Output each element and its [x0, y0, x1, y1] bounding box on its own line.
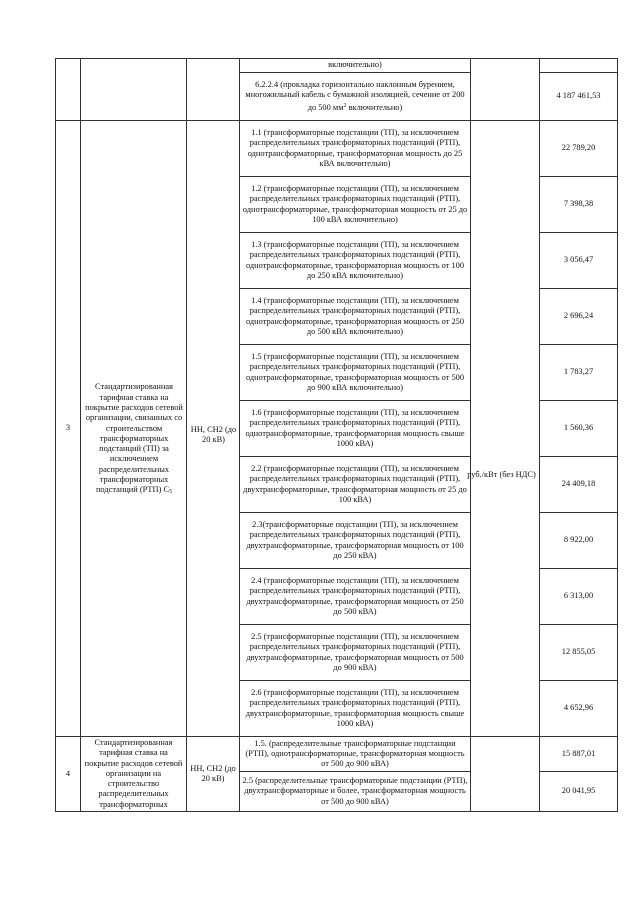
- rate-value: 4 652,96: [540, 681, 618, 737]
- row-number-cell: 4: [56, 737, 81, 812]
- unit-cell: [471, 737, 540, 812]
- rate-name-cell: [81, 59, 187, 121]
- rate-name-cell: Стандартизированная тарифная ставка на покрытие расходов сетевой организации на строительство распределительных трансформаторных: [81, 737, 187, 812]
- item-description: 1.3 (трансформаторные подстанции (ТП), за исключением распределительных трансформаторных подстанций (РТП), однотрансформаторные, трансформаторная мощность от 100 до 250 кВА включительно): [240, 233, 471, 289]
- item-description: 1.6 (трансформаторные подстанции (ТП), за исключением распределительных трансформаторных подстанций (РТП), однотрансформаторные, трансформаторная мощность свыше 1000 кВА): [240, 401, 471, 457]
- item-description: 2.6 (трансформаторные подстанции (ТП), за исключением распределительных трансформаторных подстанций (РТП), двухтрансформаторные, трансформаторная мощность свыше 1000 кВА): [240, 681, 471, 737]
- rate-value: 12 855,05: [540, 625, 618, 681]
- item-description: 2.5 (трансформаторные подстанции (ТП), за исключением распределительных трансформаторных подстанций (РТП), двухтрансформаторные, трансформаторная мощность от 500 до 900 кВА): [240, 625, 471, 681]
- item-description: 6.2.2.4 (прокладка горизонтально наклонным бурением, многожильный кабель с бумажной изоляцией, сечение от 200 до 500 $мм^2$ включительно): [240, 73, 471, 121]
- item-description: 1.5. (распределительные трансформаторные подстанции (РТП), однотрансформаторные, трансформаторная мощность от 500 до 900 кВА): [240, 737, 471, 772]
- rate-name-text: Стандартизированная тарифная ставка на покрытие расходов сетевой организации, связанных со строительством трансформаторных подстанций (ТП) за исключением распределительных трансформаторных подстанций (РТП) С5: [85, 382, 183, 496]
- rate-value: 6 313,00: [540, 569, 618, 625]
- item-description: 2.4 (трансформаторные подстанции (ТП), за исключением распределительных трансформаторных подстанций (РТП), двухтрансформаторные, трансформаторная мощность от 250 до 500 кВА): [240, 569, 471, 625]
- item-description: 1.5 (трансформаторные подстанции (ТП), за исключением распределительных трансформаторных подстанций (РТП), однотрансформаторные, трансформаторная мощность от 500 до 900 кВА включительно): [240, 345, 471, 401]
- voltage-cell: [187, 121, 240, 457]
- unit-text: руб./кВт (без НДС): [467, 469, 536, 479]
- voltage-cell: [187, 59, 240, 121]
- item-description: 1.2 (трансформаторные подстанции (ТП), за исключением распределительных трансформаторных подстанций (РТП), однотрансформаторные, трансформаторная мощность от 25 до 100 кВА включительно): [240, 177, 471, 233]
- rate-value: 1 783,27: [540, 345, 618, 401]
- item-description: 1.4 (трансформаторные подстанции (ТП), за исключением распределительных трансформаторных подстанций (РТП), однотрансформаторные, трансформаторная мощность от 250 до 500 кВА включительно): [240, 289, 471, 345]
- voltage-cell: НН, СН2 (до 20 кВ): [187, 737, 240, 812]
- row-number-cell: 3: [56, 121, 81, 737]
- unit-cell: [471, 59, 540, 121]
- rate-value: 2 696,24: [540, 289, 618, 345]
- rate-value: [540, 59, 618, 73]
- voltage-text: НН, СН2 (до 20 кВ): [190, 424, 237, 444]
- rate-value: 4 187 461,53: [540, 73, 618, 121]
- rate-value: 1 560,36: [540, 401, 618, 457]
- table-row: [56, 59, 618, 73]
- rate-value: 3 056,47: [540, 233, 618, 289]
- row-number-cell: [56, 59, 81, 121]
- item-description: 2.2 (трансформаторные подстанции (ТП), за исключением распределительных трансформаторных подстанций (РТП), двухтрансформаторные, трансформаторная мощность от 25 до 100 кВА): [240, 457, 471, 513]
- unit-cell: [471, 457, 540, 737]
- rate-value: 22 789,20: [540, 121, 618, 177]
- rate-value: 24 409,18: [540, 457, 618, 513]
- rate-value: 15 887,01: [540, 737, 618, 772]
- item-description: 1.1 (трансформаторные подстанции (ТП), за исключением распределительных трансформаторных подстанций (РТП), однотрансформаторные, трансформаторная мощность до 25 кВА включительно): [240, 121, 471, 177]
- item-description: включительно): [240, 59, 471, 73]
- unit-cell: [471, 121, 540, 457]
- voltage-cell: [187, 457, 240, 737]
- rate-value: 8 922,00: [540, 513, 618, 569]
- rate-value: 20 041,95: [540, 772, 618, 812]
- item-description: 2.3(трансформаторные подстанции (ТП), за исключением распределительных трансформаторных подстанций (РТП), двухтрансформаторные, трансформаторная мощность от 100 до 250 кВА): [240, 513, 471, 569]
- item-description: 2.5 (распределительные трансформаторные подстанции (РТП), двухтрансформаторные и более, трансформаторная мощность от 500 до 900 кВА): [240, 772, 471, 812]
- rate-value: 7 398,38: [540, 177, 618, 233]
